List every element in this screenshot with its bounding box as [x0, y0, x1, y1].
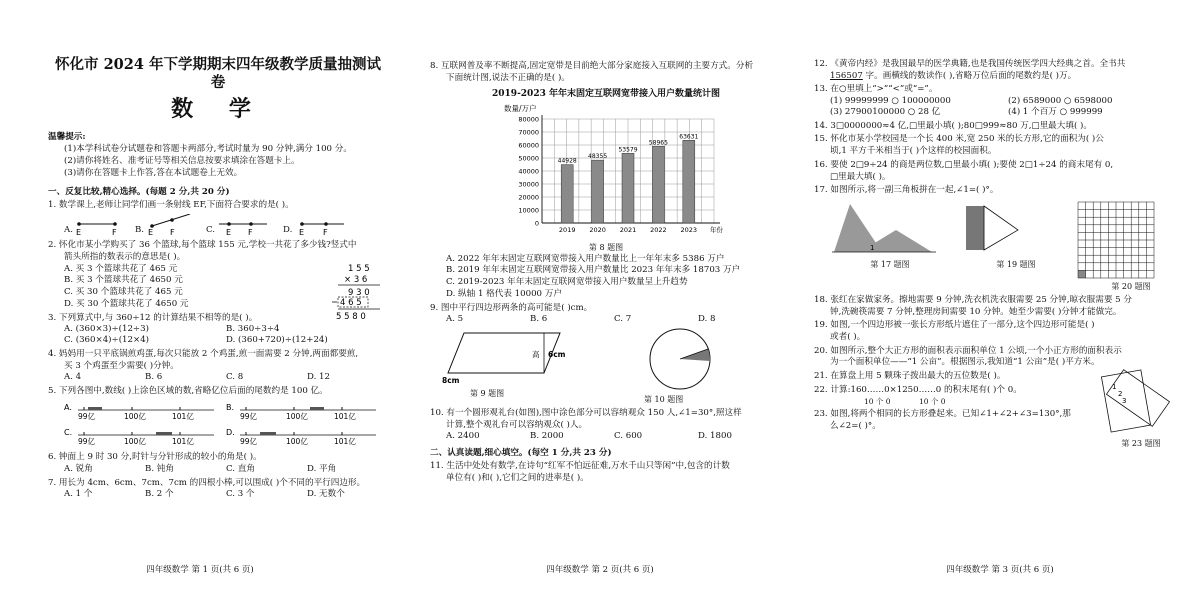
- chart-data-label: 48355: [588, 152, 608, 160]
- q1-b-point-f: F: [170, 228, 175, 237]
- q1-option-c: [206, 214, 271, 236]
- question-16-line-1: 16. 要使 2□9÷24 的商是两位数,□里最小填( );要使 2□1÷24 的商末尾有 0,: [814, 159, 1114, 170]
- chart-x-tick-label: 2022: [650, 225, 667, 234]
- chart-x-tick-label: 2021: [619, 225, 637, 234]
- q23-rectangles-figure: [1096, 369, 1186, 435]
- q23-label-2: 2: [1118, 390, 1123, 399]
- q5-option-a: [64, 398, 226, 424]
- question-13: 13. 在○里填上“>”“<”或“=”。: [814, 84, 938, 95]
- question-4-line-2: 买 3 个鸡蛋至少需要( )分钟。: [64, 360, 179, 371]
- q5-number-line-b: [226, 398, 386, 420]
- q17-triangles-figure: [830, 200, 938, 256]
- q19-figure-block: [956, 200, 1076, 292]
- q20-hectare-grid-figure: [1076, 200, 1158, 282]
- notice-title: 温馨提示:: [48, 131, 86, 142]
- q2-calc-row-3: 9 3 0: [348, 288, 370, 299]
- q1-b-point-e: E: [148, 228, 154, 237]
- q9-figure-block: [440, 327, 590, 405]
- q9-option-d: D. 8: [698, 314, 716, 325]
- q10-option-d: D. 1800: [698, 431, 732, 442]
- q5-b-tick-2: 100亿: [286, 411, 308, 420]
- q1-ray-a-figure: [73, 214, 123, 236]
- q5-b-shaded: [310, 407, 324, 410]
- q9-option-c: C. 7: [614, 314, 632, 325]
- q5-c-tick-1: 99亿: [78, 437, 96, 446]
- chart-x-tick-label: 2020: [589, 225, 606, 234]
- chart-y-tick-label: 30000: [518, 180, 539, 189]
- chart-y-tick-label: 0: [534, 219, 539, 228]
- q3-option-b: B. 360÷3÷4: [226, 324, 280, 335]
- q5-row-2: [64, 423, 388, 449]
- q7-option-b: B. 2 个: [145, 489, 174, 500]
- q1-ray-b-figure: [144, 214, 194, 236]
- q2-calc-row-4: 4 6 5: [340, 298, 362, 309]
- q5-option-d: [226, 423, 388, 449]
- q10-options: [430, 431, 782, 442]
- notice-3: (3)请你在答题卡上作答,答在本试题卷上无效。: [64, 167, 243, 178]
- q5-d-tick-1: 99亿: [240, 437, 258, 446]
- q19-caption: 第 19 题图: [996, 259, 1036, 269]
- svg-text:1: 1: [870, 244, 875, 253]
- q20-caption: 第 20 题图: [1111, 281, 1151, 291]
- q8-option-b: B. 2019 年年末固定互联网宽带接入用户数量比 2023 年年末多 18703 万户: [446, 265, 741, 276]
- q2-calc-row-5: 5 5 8 0: [336, 312, 366, 323]
- question-21: 21. 在算盘上用 5 颗珠子拨出最大的五位数是( )。: [814, 371, 1006, 382]
- chart-caption: 第 8 题图: [588, 242, 624, 252]
- question-17: 17. 如图所示,将一副三角板拼在一起,∠1=( )°。: [814, 185, 999, 196]
- chart-x-tick-label: 2019: [558, 225, 576, 234]
- q9-q10-figures: [430, 327, 782, 405]
- q17-caption: 第 17 题图: [870, 259, 910, 269]
- q10-figure-block: [630, 327, 780, 405]
- q5-row-1: [64, 398, 388, 424]
- chart-data-label: 58965: [648, 139, 668, 147]
- q6-option-b: B. 钝角: [145, 463, 174, 474]
- chart-data-label: 63631: [679, 132, 699, 140]
- q1-option-d: [283, 214, 348, 236]
- question-2-line-1: 2. 怀化市某小学购买了 36 个篮球,每个篮球 155 元,学校一共花了多少钱?竖式中: [48, 240, 357, 251]
- q13-item-4: (4) 1 个百万 ○ 999999: [1008, 106, 1103, 117]
- q8-option-c: C. 2019-2023 年年末固定互联网宽带接入用户数量呈上升趋势: [446, 277, 688, 288]
- q7-option-a: A. 1 个: [64, 489, 93, 500]
- chart-bar: [561, 164, 573, 222]
- q6-option-c: C. 直角: [226, 463, 255, 474]
- q3-option-c: C. (360×4)÷(12×4): [64, 335, 150, 346]
- q23-figure-block: [1096, 369, 1186, 449]
- q4-option-a: A. 4: [64, 372, 82, 383]
- q13-row-1: [814, 96, 1186, 107]
- q3-option-d: D. (360+720)÷(12+24): [226, 335, 328, 346]
- q5-option-b: [226, 398, 388, 424]
- q5-d-tick-2: 100亿: [286, 437, 308, 446]
- q17-q19-q20-figures: [814, 200, 1186, 292]
- question-23-line-2: 么∠2=( )°。: [830, 420, 881, 431]
- q1-options: [48, 214, 388, 236]
- q4-option-d: D. 12: [307, 372, 330, 383]
- q13-item-1: (1) 99999999 ○ 100000000: [830, 96, 951, 107]
- q1-a-point-e: E: [75, 228, 82, 237]
- chart-bar: [592, 160, 604, 223]
- q5-c-tick-2: 100亿: [124, 437, 146, 446]
- q1-option-d-label: D.: [283, 225, 293, 236]
- notice-2: (2)请你将姓名、准考证号等相关信息按要求填涂在答题卡上。: [64, 156, 300, 167]
- q5-a-tick-2: 100亿: [124, 411, 146, 420]
- q10-option-a: A. 2400: [446, 431, 480, 442]
- question-3: 3. 下列算式中,与 360÷12 的计算结果不相等的是( )。: [48, 312, 258, 323]
- chart-y-tick-label: 10000: [518, 206, 539, 215]
- chart-y-tick-label: 40000: [518, 167, 539, 176]
- page-3: [800, 0, 1200, 614]
- chart-x-axis-label: 年份: [710, 225, 723, 234]
- q1-d-point-e: E: [299, 228, 305, 237]
- q5-d-label: D.: [226, 428, 235, 438]
- q5-number-line-c: [64, 423, 224, 445]
- question-18-line-1: 18. 张红在家做家务。擦地需要 9 分钟,洗衣机洗衣服需要 25 分钟,晾衣服需要 5 分: [814, 294, 1132, 305]
- question-15-line-2: 顷,1 平方千米相当于( )个这样的校园面积。: [830, 146, 997, 157]
- q23-caption: 第 23 题图: [1121, 438, 1161, 448]
- question-9: 9. 图中平行四边形两条的高可能是( )cm。: [430, 302, 593, 313]
- q22-note-2: 10 个 0: [918, 396, 946, 406]
- q2-vertical-calculation: [330, 262, 386, 328]
- question-11-line-1: 11. 生活中处处有数学,在诗句“红军不怕远征难,万水千山只等闲”中,包含的计数: [430, 460, 730, 471]
- chart-title: 2019-2023 年年末固定互联网宽带接入用户数量统计图: [492, 89, 720, 100]
- question-23-line-1: 23. 如图,将两个相同的长方形叠起来。已知∠1+∠2+∠3=130°,那: [814, 409, 1071, 420]
- q5-option-c: [64, 423, 226, 449]
- section-1-heading: 一、反复比较,精心选择。(每题 2 分,共 20 分): [48, 186, 230, 197]
- section-2-heading: 二、认真读题,细心填空。(每空 1 分,共 23 分): [430, 448, 612, 459]
- q2-calc-row-2: × 3 6: [344, 275, 368, 286]
- question-12-line-1: 12. 《黄帝内经》是我国最早的医学典籍,也是我国传统医学四大经典之首。全书共: [814, 59, 1126, 69]
- q5-d-tick-3: 101亿: [334, 437, 356, 446]
- q10-circle-figure: [630, 327, 730, 391]
- page-1: [0, 0, 400, 614]
- q6-options: [48, 464, 388, 475]
- q7-options: [48, 489, 388, 500]
- q2-option-d: D. 买 30 个篮球共花了 4650 元: [64, 298, 189, 309]
- chart-y-axis-label: 数量/万户: [504, 103, 537, 113]
- q5-a-tick-1: 99亿: [78, 411, 96, 420]
- q13-row-2: [814, 107, 1186, 118]
- q6-option-a: A. 锐角: [64, 463, 93, 474]
- q9-parallelogram-figure: [440, 327, 580, 385]
- question-11-line-2: 单位有( )和( ),它们之间的进率是( )。: [446, 472, 589, 483]
- chart-bar: [622, 153, 634, 223]
- q5-a-tick-3: 101亿: [172, 411, 194, 420]
- chart-bar: [652, 146, 664, 223]
- question-4-line-1: 4. 妈妈用一只平底锅煎鸡蛋,每次只能放 2 个鸡蛋,煎一面需要 2 分钟,两面都要煎,: [48, 348, 359, 359]
- notice-1: (1)本学科试卷分试题卷和答题卡两部分,考试时量为 90 分钟,满分 100 分。: [64, 144, 352, 155]
- q7-option-c: C. 3 个: [226, 489, 255, 500]
- question-19-line-2: 或者( )。: [830, 332, 866, 343]
- q5-b-label: B.: [226, 402, 235, 412]
- question-22: 22. 计算:160……0×1250……0 的积末尾有( )个 0。: [814, 384, 1022, 395]
- q3-option-a: A. (360×3)÷(12÷3): [64, 324, 149, 335]
- q1-option-c-label: C.: [206, 225, 216, 236]
- q1-option-b: [135, 214, 194, 236]
- q22-note-1: 10 个 0: [864, 396, 891, 406]
- chart-data-label: 44928: [557, 157, 577, 165]
- subject-title: 数 学: [171, 96, 265, 123]
- q23-label-3: 3: [1122, 397, 1127, 406]
- chart-y-tick-label: 50000: [518, 154, 539, 163]
- q1-option-a-label: A.: [64, 225, 73, 236]
- q5-a-shaded: [88, 407, 102, 410]
- question-10-line-1: 10. 有一个圆形观礼台(如图),图中涂色部分可以容纳观众 150 人,∠1=30°,照这样: [430, 407, 742, 418]
- question-18-line-2: 钟,洗碗筷需要 7 分钟,整理房间需要 10 分钟。她至少需要( )分钟才能做完。: [830, 306, 1122, 317]
- question-15-line-1: 15. 怀化市某小学校园是一个长 400 米,宽 250 米的长方形,它的面积为( )公: [814, 134, 1104, 145]
- q20-shaded-cell: [1078, 270, 1086, 278]
- q19-quadrilateral-figure: [956, 200, 1064, 256]
- question-12-line-2: [814, 71, 1186, 82]
- q1-d-point-f: F: [323, 228, 328, 237]
- page-2: [400, 0, 800, 614]
- q2-option-b: B. 买 3 个篮球共花了 4650 元: [64, 275, 183, 286]
- question-16-line-2: □里最大填( )。: [830, 171, 891, 182]
- q1-a-point-f: F: [111, 228, 117, 237]
- question-7: 7. 用长为 4cm、6cm、7cm、7cm 的四根小棒,可以围成( )个不同的平行四边形。: [48, 477, 366, 488]
- q1-c-point-f: F: [248, 228, 253, 237]
- question-5: 5. 下列各图中,数线( )上涂色区域的数,省略亿位后面的尾数约是 100 亿。: [48, 385, 328, 396]
- question-20-line-2: 为一个面积单位——“1 公亩”。根据图示,我知道“1 公亩”是( )平方米。: [830, 357, 1100, 368]
- q1-ray-d-figure: [292, 214, 348, 236]
- q1-option-a: [64, 214, 123, 236]
- chart-y-tick-label: 20000: [518, 193, 539, 202]
- q17-figure-block: [830, 200, 950, 292]
- question-19-line-1: 19. 如图,一个四边形被一张长方形纸片遮住了一部分,这个四边形可能是( ): [814, 320, 1095, 331]
- q2-option-a: A. 买 3 个篮球共花了 465 元: [64, 263, 178, 274]
- question-10-line-2: 计算,整个观礼台可以容纳观众( )人。: [446, 419, 588, 430]
- page-1-footer: 四年级数学 第 1 页(共 6 页): [146, 565, 254, 576]
- q2-option-c: C. 买 30 个篮球共花了 465 元: [64, 287, 183, 298]
- question-1: 1. 数学课上,老师让同学们画一条射线 EF,下面符合要求的是( )。: [48, 200, 294, 211]
- question-8-line-2: 下面统计图,说法不正确的是( )。: [446, 72, 570, 83]
- q5-number-line-d: [226, 423, 386, 445]
- q9-caption: 第 9 题图: [470, 388, 505, 398]
- question-14: 14. 3□0000000≈4 亿,□里最小填( );80□999≈80 万,□里最大填( )。: [814, 120, 1092, 131]
- q5-c-tick-3: 101亿: [172, 437, 194, 446]
- q5-b-tick-3: 101亿: [334, 411, 356, 420]
- q8-option-d: D. 纵轴 1 格代表 10000 万户: [446, 288, 562, 299]
- broadband-bar-chart: [500, 101, 740, 243]
- page-3-footer: 四年级数学 第 3 页(共 6 页): [946, 565, 1054, 576]
- exam-title: 怀化市 2024 年下学期期末四年级教学质量抽测试卷: [55, 56, 381, 92]
- q5-number-line-a: [64, 398, 224, 420]
- q13-item-3: (3) 27900100000 ○ 28 亿: [830, 106, 941, 117]
- q9-option-b: B. 6: [530, 314, 548, 325]
- q4-options: [48, 372, 388, 383]
- q10-caption: 第 10 题图: [644, 394, 684, 404]
- q4-option-c: C. 8: [226, 372, 244, 383]
- q13-item-2: (2) 6589000 ○ 6598000: [1008, 96, 1113, 107]
- q3-options-row-2: [48, 335, 388, 346]
- q4-option-b: B. 6: [145, 372, 163, 383]
- q5-d-shaded: [260, 432, 276, 435]
- q5-number-lines: [48, 398, 388, 449]
- q10-option-b: B. 2000: [530, 431, 564, 442]
- q5-b-tick-1: 99亿: [240, 411, 258, 420]
- q9-6cm-label: 6cm: [548, 350, 566, 360]
- q2-calc-row-1: 1 5 5: [348, 264, 370, 275]
- q1-c-point-e: E: [226, 228, 232, 237]
- chart-y-tick-label: 60000: [518, 141, 539, 150]
- q5-c-label: C.: [64, 428, 73, 438]
- q20-figure-block: [1076, 200, 1186, 292]
- chart-y-tick-label: 80000: [518, 115, 539, 124]
- q10-option-c: C. 600: [614, 431, 643, 442]
- q9-options: [430, 314, 782, 325]
- chart-data-label: 53579: [618, 146, 638, 154]
- question-2-line-2: 箭头所指的数表示的意思是( )。: [64, 251, 186, 262]
- q9-option-a: A. 5: [446, 314, 464, 325]
- q1-ray-c-figure: [215, 214, 271, 236]
- question-20-line-1: 20. 如图所示,整个大正方形的面积表示面积单位 1 公顷,一个小正方形的面积表示: [814, 345, 1122, 356]
- q21-q23-block: [814, 371, 1186, 448]
- q23-label-1: 1: [1112, 383, 1117, 392]
- q8-option-a: A. 2022 年年末固定互联网宽带接入用户数量比上一年年末多 5386 万户: [446, 253, 725, 264]
- q5-a-label: A.: [64, 402, 72, 412]
- q9-height-label: 高: [532, 350, 540, 360]
- question-8-line-1: 8. 互联网普及率不断提高,固定宽带是目前绝大部分家庭接入互联网的主要方式。分析: [430, 61, 754, 71]
- chart-x-tick-label: 2023: [680, 225, 698, 234]
- page-2-footer: 四年级数学 第 2 页(共 6 页): [546, 565, 654, 576]
- q6-option-d: D. 平角: [307, 463, 337, 474]
- chart-y-tick-label: 70000: [518, 128, 539, 137]
- q12-rest: 字。画横线的数读作( ),省略万位后面的尾数约是( )万。: [862, 70, 1077, 81]
- q1-option-b-label: B.: [134, 225, 145, 236]
- q7-option-d: D. 无数个: [307, 489, 345, 500]
- chart-bar: [683, 140, 695, 223]
- q12-underlined-number: 156507: [830, 70, 863, 81]
- q5-c-shaded: [156, 432, 172, 435]
- question-6: 6. 钟面上 9 时 30 分,时针与分针形成的较小的角是( )。: [48, 452, 262, 463]
- q9-8cm-label: 8cm: [442, 376, 460, 386]
